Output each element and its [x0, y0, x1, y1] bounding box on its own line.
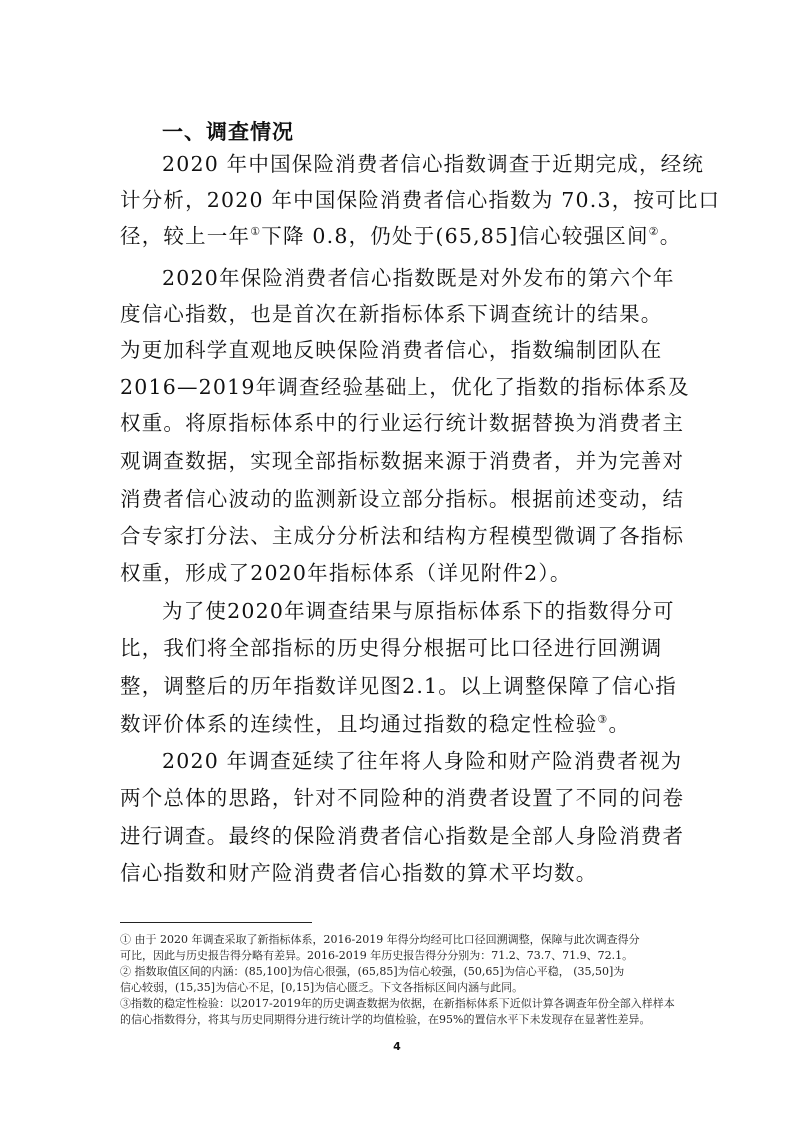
section-heading: 一、调查情况 — [162, 120, 294, 144]
paragraph-2-line-1: 2020年保险消费者信心指数既是对外发布的第六个年 — [162, 266, 675, 290]
paragraph-3-line-4 — [120, 712, 680, 736]
footnote-separator — [120, 922, 312, 923]
paragraph-2-line-3: 为更加科学直观地反映保险消费者信心，指数编制团队在 — [120, 338, 663, 362]
paragraph-1-line-3-text-c: 。 — [659, 224, 682, 248]
footnote-ref-3: ③ — [597, 713, 609, 727]
paragraph-2-line-2: 度信心指数，也是首次在新指标体系下调查统计的结果。 — [120, 302, 663, 326]
paragraph-3-line-4-text-b: 。 — [608, 712, 631, 736]
paragraph-1-line-3-text-a: 径，较上一年 — [120, 224, 251, 248]
paragraph-2-line-4: 2016—2019年调查经验基础上，优化了指数的指标体系及 — [120, 375, 690, 399]
paragraph-4-line-3: 进行调查。最终的保险消费者信心指数是全部人身险消费者 — [120, 824, 685, 848]
paragraph-3-line-4-text-a: 数评价体系的连续性，且均通过指数的稳定性检验 — [120, 712, 598, 736]
paragraph-1-line-1: 2020 年中国保险消费者信心指数调查于近期完成，经统 — [162, 152, 705, 176]
footnote-ref-2: ② — [648, 225, 660, 239]
paragraph-3-line-2: 比，我们将全部指标的历史得分根据可比口径进行回溯调 — [120, 636, 663, 660]
footnote-3-line-2: 的信心指数得分，将其与历史同期得分进行统计学的均值检验，在95%的置信水平下未发现存在显著性差异。 — [120, 1013, 651, 1026]
paragraph-2-line-7: 消费者信心波动的监测新设立部分指标。根据前述变动，结 — [120, 487, 685, 511]
page-number: 4 — [393, 1040, 401, 1053]
paragraph-3-line-3: 整，调整后的历年指数详见图2.1。以上调整保障了信心指 — [120, 674, 678, 698]
paragraph-2-line-8: 合专家打分法、主成分分析法和结构方程模型微调了各指标 — [120, 524, 685, 548]
paragraph-4-line-2: 两个总体的思路，针对不同险种的消费者设置了不同的问卷 — [120, 786, 685, 810]
paragraph-2-line-5: 权重。将原指标体系中的行业运行统计数据替换为消费者主 — [120, 411, 685, 435]
paragraph-2-line-6: 观调查数据，实现全部指标数据来源于消费者，并为完善对 — [120, 449, 685, 473]
footnote-1-line-2: 可比，因此与历史报告得分略有差异。2016-2019 年历史报告得分分别为：71.2、73.7、71.9、72.1。 — [120, 949, 634, 962]
footnote-3-line-1: ③指数的稳定性检验：以2017-2019年的历史调查数据为依据，在新指标体系下近似计算各调查年份全部入样样本 — [120, 997, 675, 1010]
footnote-1-line-1: ① 由于 2020 年调查采取了新指标体系，2016-2019 年得分均经可比口径回溯调整，保障与此次调查得分 — [120, 933, 640, 946]
paragraph-1-line-3-text-b: 下降 0.8，仍处于(65,85]信心较强区间 — [261, 224, 649, 248]
paragraph-1-line-2: 计分析，2020 年中国保险消费者信心指数为 70.3，按可比口 — [120, 188, 721, 212]
paragraph-1-line-3 — [120, 224, 680, 248]
paragraph-4-line-4: 信心指数和财产险消费者信心指数的算术平均数。 — [120, 861, 598, 885]
footnote-ref-1: ① — [250, 225, 262, 239]
paragraph-4-line-1: 2020 年调查延续了往年将人身险和财产险消费者视为 — [162, 749, 683, 773]
footnote-2-line-2: 信心较弱，(15,35]为信心不足，[0,15]为信心匮乏。下文各指标区间内涵与此同。 — [120, 981, 524, 994]
paragraph-2-line-9: 权重，形成了2020年指标体系（详见附件2）。 — [120, 561, 572, 585]
footnote-2-line-1: ② 指数取值区间的内涵：(85,100]为信心很强，(65,85]为信心较强，(50,65]为信心平稳， (35,50]为 — [120, 965, 625, 978]
paragraph-3-line-1: 为了使2020年调查结果与原指标体系下的指数得分可 — [162, 599, 675, 623]
